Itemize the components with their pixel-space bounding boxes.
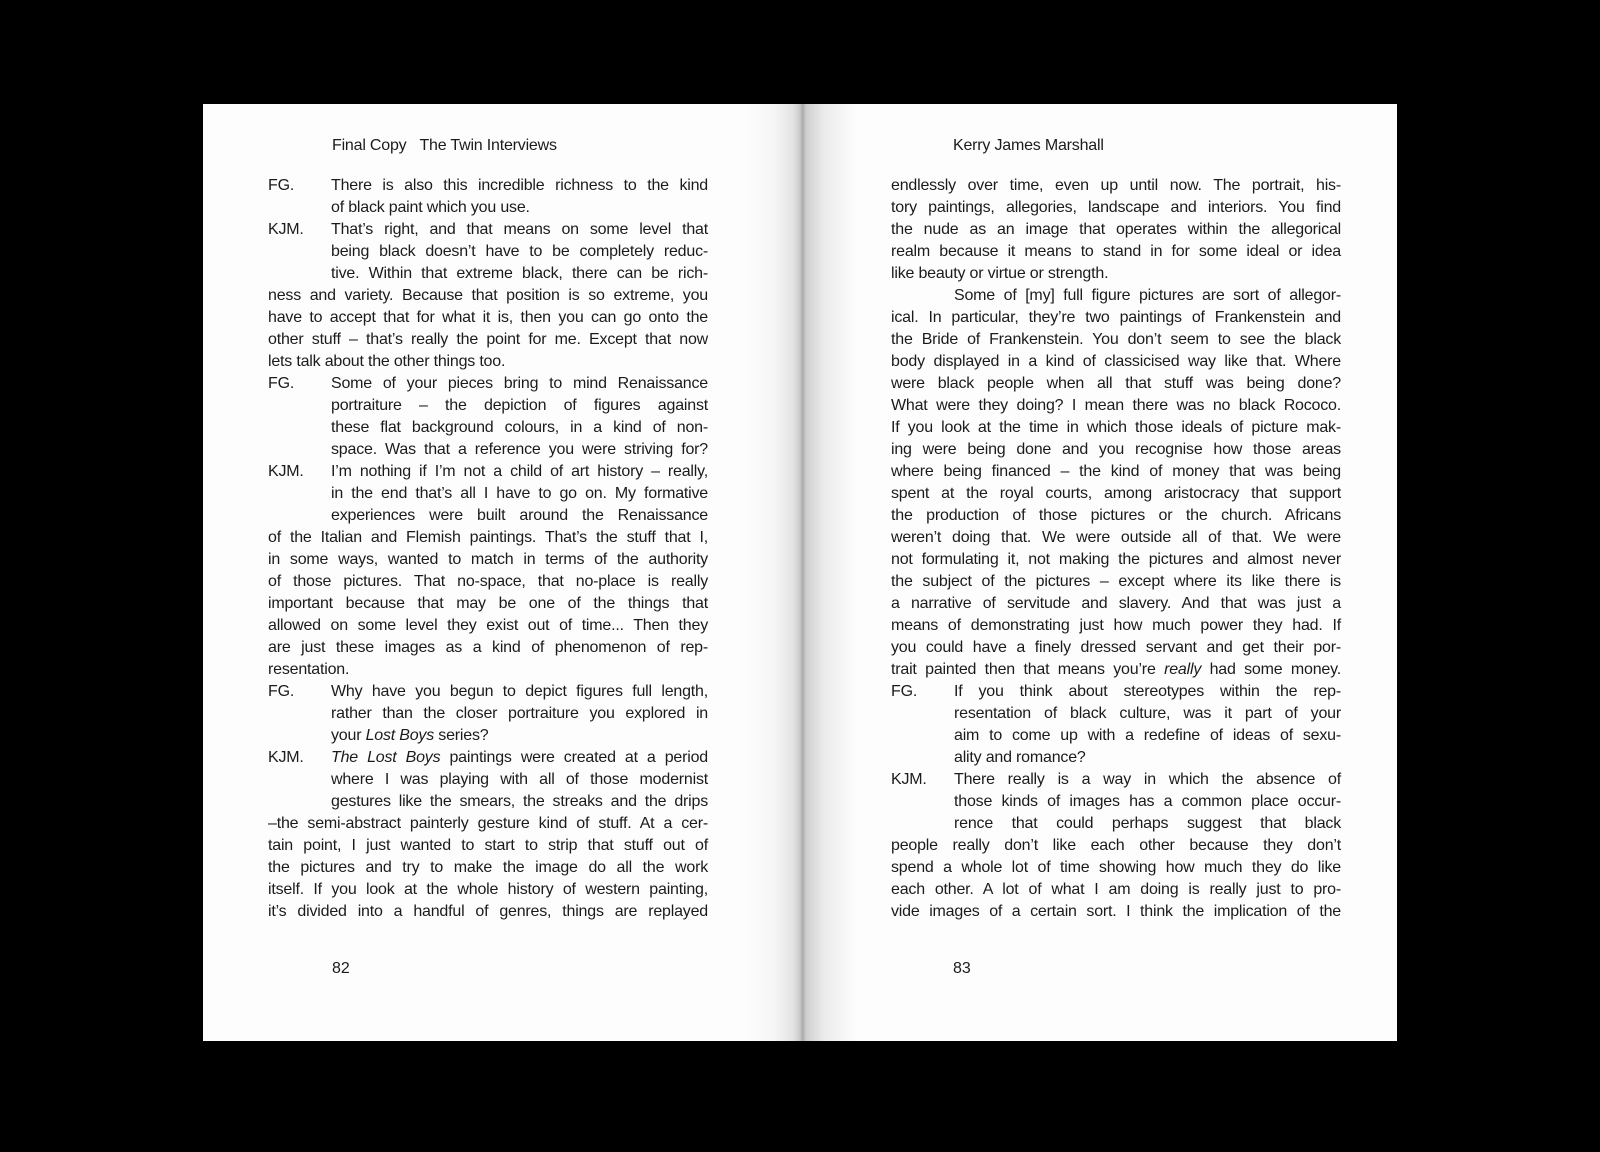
page-right-body: [891, 175, 1341, 923]
text-line: [268, 373, 708, 395]
text-segment: in the end that’s all I have to go on. My formative: [331, 485, 708, 502]
text-segment: aim to come up with a redefine of ideas of sexu-: [954, 727, 1341, 744]
text-line: [268, 263, 708, 285]
text-segment: it’s divided into a handful of genres, things are replayed: [268, 903, 708, 920]
text-line: [268, 439, 708, 461]
text-segment: like beauty or virtue or strength.: [891, 265, 1109, 282]
text-segment: There is also this incredible richness to the kind: [331, 177, 708, 194]
speaker-label: FG.: [268, 683, 295, 700]
text-segment: spend a whole lot of time showing how much they do like: [891, 859, 1341, 876]
text-line: [891, 219, 1341, 241]
text-segment: rence that could perhaps suggest that black: [954, 815, 1341, 832]
text-segment: of the Italian and Flemish paintings. That’s the stuff that I,: [268, 529, 708, 546]
text-segment: these flat background colours, in a kind of non-: [331, 419, 708, 436]
text-segment: are just these images as a kind of phenomenon of rep-: [268, 639, 708, 656]
text-segment: vide images of a certain sort. I think the implication of the: [891, 903, 1341, 920]
text-segment: were black people when all that stuff was being done?: [891, 375, 1341, 392]
text-segment: trait painted then that means you’re: [891, 661, 1165, 678]
text-line: [268, 835, 708, 857]
text-segment: gestures like the smears, the streaks and the drips: [331, 793, 708, 810]
text-line: [268, 461, 708, 483]
text-segment: tain point, I just wanted to start to strip that stuff out of: [268, 837, 708, 854]
text-line: [891, 197, 1341, 219]
text-segment: realm because it means to stand in for some ideal or idea: [891, 243, 1341, 260]
text-segment: rather than the closer portraiture you explored in: [331, 705, 708, 722]
text-line: [891, 703, 1341, 725]
text-line: [891, 813, 1341, 835]
text-segment: of black paint which you use.: [331, 199, 530, 216]
text-line: [891, 241, 1341, 263]
book-spread: [203, 104, 1397, 1041]
text-segment: being black doesn’t have to be completely reduc-: [331, 243, 708, 260]
text-line: [891, 615, 1341, 637]
text-segment: each other. A lot of what I am doing is really just to pro-: [891, 881, 1341, 898]
text-line: [891, 351, 1341, 373]
text-line: [268, 483, 708, 505]
text-line: [891, 527, 1341, 549]
text-line: [268, 571, 708, 593]
speaker-label: FG.: [268, 177, 295, 194]
speaker-label: KJM.: [268, 463, 304, 480]
text-line: [891, 461, 1341, 483]
section-title: The Twin Interviews: [419, 137, 557, 154]
text-segment: itself. If you look at the whole history of western painting,: [268, 881, 708, 898]
text-segment: If you look at the time in which those ideals of picture mak-: [891, 419, 1341, 436]
text-segment: really: [1164, 661, 1202, 678]
text-segment: If you think about stereotypes within the rep-: [954, 683, 1341, 700]
text-line: [891, 835, 1341, 857]
text-line: [891, 791, 1341, 813]
text-segment: ality and romance?: [954, 749, 1086, 766]
text-segment: means of demonstrating just how much power they had. If: [891, 617, 1341, 634]
text-segment: the production of those pictures or the church. Africans: [891, 507, 1341, 524]
text-line: [268, 637, 708, 659]
text-segment: body displayed in a kind of classicised way like that. Where: [891, 353, 1341, 370]
text-line: [268, 527, 708, 549]
page-left: [203, 104, 800, 1041]
text-segment: There really is a way in which the absence of: [954, 771, 1341, 788]
text-segment: resentation.: [268, 661, 350, 678]
text-segment: weren’t doing that. We were outside all of that. We were: [891, 529, 1341, 546]
text-line: [891, 285, 1341, 307]
text-line: [891, 395, 1341, 417]
text-segment: The Lost Boys: [331, 749, 441, 766]
speaker-label: FG.: [891, 683, 918, 700]
text-line: [268, 769, 708, 791]
text-segment: spent at the royal courts, among aristocracy that support: [891, 485, 1341, 502]
text-segment: resentation of black culture, was it part of your: [954, 705, 1341, 722]
text-segment: people really don’t like each other because they don’t: [891, 837, 1341, 854]
text-segment: your: [331, 727, 366, 744]
text-line: [268, 725, 708, 747]
text-segment: where I was playing with all of those modernist: [331, 771, 708, 788]
text-line: [268, 307, 708, 329]
page-number-left: 82: [332, 960, 350, 977]
text-line: [891, 439, 1341, 461]
text-line: [891, 681, 1341, 703]
text-segment: tive. Within that extreme black, there can be rich-: [331, 265, 708, 282]
text-line: [891, 725, 1341, 747]
text-line: [268, 791, 708, 813]
text-line: [891, 637, 1341, 659]
text-line: [268, 395, 708, 417]
text-line: [268, 505, 708, 527]
text-segment: tory paintings, allegories, landscape and interiors. You find: [891, 199, 1341, 216]
text-line: [268, 417, 708, 439]
text-line: [891, 175, 1341, 197]
text-segment: Some of your pieces bring to mind Renaissance: [331, 375, 708, 392]
text-segment: –the semi-abstract painterly gesture kind of stuff. At a cer-: [268, 815, 708, 832]
page-left-body: [268, 175, 708, 923]
text-line: [268, 241, 708, 263]
speaker-label: KJM.: [268, 749, 304, 766]
text-line: [268, 813, 708, 835]
text-segment: Lost Boys: [365, 727, 435, 744]
text-segment: I’m nothing if I’m not a child of art history – really,: [331, 463, 708, 480]
text-line: [268, 901, 708, 923]
text-line: [268, 615, 708, 637]
text-segment: Some of [my] full figure pictures are sort of allegor-: [954, 287, 1341, 304]
running-head-right: [953, 135, 1104, 157]
speaker-label: KJM.: [268, 221, 304, 238]
text-segment: portraiture – the depiction of figures against: [331, 397, 708, 414]
text-line: [891, 571, 1341, 593]
text-segment: where being financed – the kind of money that was being: [891, 463, 1341, 480]
text-line: [891, 373, 1341, 395]
text-segment: have to accept that for what it is, then you can go onto the: [268, 309, 708, 326]
text-line: [891, 417, 1341, 439]
text-segment: ness and variety. Because that position is so extreme, you: [268, 287, 708, 304]
text-line: [891, 329, 1341, 351]
text-segment: in some ways, wanted to match in terms of the authority: [268, 551, 708, 568]
text-line: [891, 483, 1341, 505]
text-segment: experiences were built around the Renaissance: [331, 507, 708, 524]
text-segment: lets talk about the other things too.: [268, 353, 506, 370]
text-segment: ing were being done and you recognise how those areas: [891, 441, 1341, 458]
text-line: [891, 505, 1341, 527]
text-segment: those kinds of images has a common place occur-: [954, 793, 1341, 810]
text-line: [891, 879, 1341, 901]
text-segment: allowed on some level they exist out of time... Then they: [268, 617, 708, 634]
text-segment: a narrative of servitude and slavery. And that was just a: [891, 595, 1341, 612]
speaker-label: KJM.: [891, 771, 927, 788]
text-segment: you could have a finely dressed servant and get their por-: [891, 639, 1341, 656]
page-right: [800, 104, 1397, 1041]
text-line: [268, 593, 708, 615]
text-line: [891, 901, 1341, 923]
text-segment: endlessly over time, even up until now. The portrait, his-: [891, 177, 1341, 194]
text-line: [268, 549, 708, 571]
text-line: [891, 747, 1341, 769]
text-line: [891, 659, 1341, 681]
text-line: [891, 857, 1341, 879]
text-line: [268, 219, 708, 241]
text-line: [891, 549, 1341, 571]
text-segment: series?: [434, 727, 489, 744]
text-segment: important because that may be one of the things that: [268, 595, 708, 612]
text-line: [268, 703, 708, 725]
book-title: Final Copy: [332, 137, 407, 154]
text-line: [891, 593, 1341, 615]
text-line: [268, 659, 708, 681]
running-head-left: [332, 135, 557, 157]
speaker-label: FG.: [268, 375, 295, 392]
text-segment: other stuff – that’s really the point for me. Except that now: [268, 331, 708, 348]
text-segment: the nude as an image that operates within the allegorical: [891, 221, 1341, 238]
text-line: [268, 857, 708, 879]
text-line: [268, 175, 708, 197]
text-segment: space. Was that a reference you were striving for?: [331, 441, 708, 458]
text-segment: ical. In particular, they’re two paintings of Frankenstein and: [891, 309, 1341, 326]
text-line: [268, 197, 708, 219]
text-segment: That’s right, and that means on some level that: [331, 221, 708, 238]
text-segment: the subject of the pictures – except where its like there is: [891, 573, 1341, 590]
text-segment: the pictures and try to make the image do all the work: [268, 859, 708, 876]
text-segment: had some money.: [1201, 661, 1341, 678]
text-line: [268, 681, 708, 703]
text-line: [891, 263, 1341, 285]
text-line: [268, 285, 708, 307]
artist-name: Kerry James Marshall: [953, 137, 1104, 154]
text-line: [891, 769, 1341, 791]
text-segment: Why have you begun to depict figures full length,: [331, 683, 708, 700]
text-segment: of those pictures. That no-space, that no-place is really: [268, 573, 708, 590]
text-line: [268, 879, 708, 901]
text-segment: What were they doing? I mean there was no black Rococo.: [891, 397, 1341, 414]
text-line: [268, 329, 708, 351]
page-number-right: 83: [953, 960, 971, 977]
text-segment: not formulating it, not making the pictures and almost never: [891, 551, 1341, 568]
text-line: [891, 307, 1341, 329]
text-line: [268, 351, 708, 373]
text-segment: paintings were created at a period: [440, 749, 708, 766]
text-line: [268, 747, 708, 769]
text-segment: the Bride of Frankenstein. You don’t seem to see the black: [891, 331, 1341, 348]
